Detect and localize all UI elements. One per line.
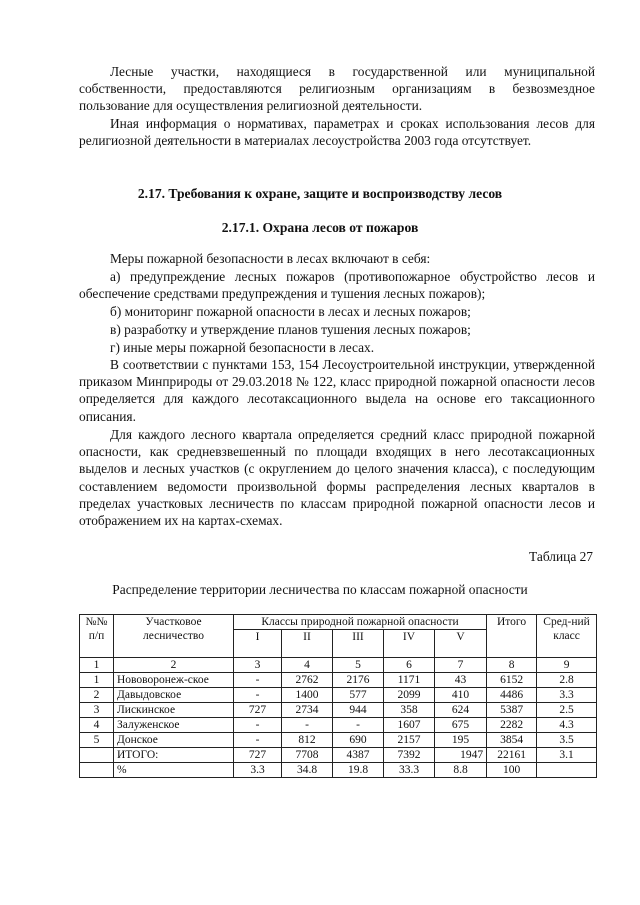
col-num: 8	[487, 658, 537, 673]
col-num: 2	[114, 658, 234, 673]
row-number	[80, 763, 114, 778]
row-value: -	[333, 718, 384, 733]
header-avg: Сред-ний класс	[537, 615, 597, 658]
row-forestry: Донское	[114, 733, 234, 748]
measure-d: г) иные меры пожарной безопасности в лесах.	[110, 340, 375, 355]
row-value: -	[234, 718, 282, 733]
row-value: 43	[435, 673, 487, 688]
percent-row	[80, 763, 597, 778]
paragraph-instruction: В соответствии с пунктами 153, 154 Лесоустроительной инструкции, утвержденной приказом Минприроды от 29.03.2018 № 122, класс природной пожарной опасности лесов определяется для каждого лесотаксационного выдела на основе его таксационного описания.	[79, 357, 595, 424]
percent-avg	[537, 763, 597, 778]
header-num: №№ п/п	[80, 615, 114, 658]
column-number-row	[80, 658, 597, 673]
row-forestry: Нововоронеж-ское	[114, 673, 234, 688]
measure-b: б) мониторинг пожарной опасности в лесах и лесных пожаров;	[110, 304, 471, 319]
row-number: 3	[80, 703, 114, 718]
total-value: 1947	[435, 748, 487, 763]
measure-c: в) разработку и утверждение планов тушения лесных пожаров;	[110, 322, 471, 337]
col-num: 5	[333, 658, 384, 673]
measures-lead: Меры пожарной безопасности в лесах включают в себя:	[110, 251, 431, 266]
header-class-ii: II	[282, 630, 333, 658]
table-row	[80, 733, 597, 748]
row-value: 690	[333, 733, 384, 748]
table-row	[80, 688, 597, 703]
table-label: Таблица 27	[529, 549, 593, 564]
table-row	[80, 718, 597, 733]
row-number: 2	[80, 688, 114, 703]
row-value: 358	[384, 703, 435, 718]
total-label: ИТОГО:	[114, 748, 234, 763]
percent-label: %	[114, 763, 234, 778]
row-value: -	[234, 733, 282, 748]
row-value: 812	[282, 733, 333, 748]
row-value: 1171	[384, 673, 435, 688]
row-value: 2099	[384, 688, 435, 703]
row-value: -	[234, 688, 282, 703]
total-value: 7708	[282, 748, 333, 763]
paragraph-religious-use: Лесные участки, находящиеся в государственной или муниципальной собственности, предоставляются религиозным организациям в безвозмездное пользование для осуществления религиозной деятельности.	[79, 64, 595, 114]
col-num: 6	[384, 658, 435, 673]
row-value: 675	[435, 718, 487, 733]
row-value: 624	[435, 703, 487, 718]
row-total: 5387	[487, 703, 537, 718]
total-value: 4387	[333, 748, 384, 763]
total-value: 7392	[384, 748, 435, 763]
paragraph-other-info: Иная информация о нормативах, параметрах и сроках использования лесов для религиозной деятельности в материалах лесоустройства 2003 года отсутствует.	[79, 116, 595, 149]
row-forestry: Залуженское	[114, 718, 234, 733]
row-value: 944	[333, 703, 384, 718]
row-total: 2282	[487, 718, 537, 733]
header-classes: Классы природной пожарной опасности	[234, 615, 487, 630]
row-number: 4	[80, 718, 114, 733]
table-row	[80, 673, 597, 688]
col-num: 1	[80, 658, 114, 673]
percent-value: 34.8	[282, 763, 333, 778]
fire-class-table	[79, 614, 597, 778]
total-row	[80, 748, 597, 763]
row-total: 6152	[487, 673, 537, 688]
row-avg: 4.3	[537, 718, 597, 733]
row-value: 1400	[282, 688, 333, 703]
row-value: 727	[234, 703, 282, 718]
header-class-v: V	[435, 630, 487, 658]
row-value: 195	[435, 733, 487, 748]
row-avg: 2.8	[537, 673, 597, 688]
row-value: 2762	[282, 673, 333, 688]
table-caption: Распределение территории лесничества по классам пожарной опасности	[112, 582, 528, 597]
paragraph-quarter-class: Для каждого лесного квартала определяется средний класс природной пожарной опасности, как средневзвешенный по площади входящих в него лесотаксационных выделов и лесных участков (с округлением до целого значения класса), с последующим составлением ведомости произвольной формы распределения лесных кварталов в пределах участковых лесничеств по классам природной пожарной опасности лесов и отображением их на картах-схемах.	[79, 427, 595, 529]
measure-a: а) предупреждение лесных пожаров (противопожарное обустройство лесов и обеспечение средствами предупреждения и тушения лесных пожаров);	[79, 269, 595, 302]
row-avg: 3.3	[537, 688, 597, 703]
row-number: 1	[80, 673, 114, 688]
row-value: 577	[333, 688, 384, 703]
row-value: 410	[435, 688, 487, 703]
total-total: 22161	[487, 748, 537, 763]
table-header-row	[80, 615, 597, 630]
row-value: -	[282, 718, 333, 733]
row-forestry: Лискинское	[114, 703, 234, 718]
percent-value: 33.3	[384, 763, 435, 778]
total-avg: 3.1	[537, 748, 597, 763]
row-value: 2157	[384, 733, 435, 748]
table-row	[80, 703, 597, 718]
col-num: 7	[435, 658, 487, 673]
row-total: 3854	[487, 733, 537, 748]
percent-value: 3.3	[234, 763, 282, 778]
row-number	[80, 748, 114, 763]
row-avg: 3.5	[537, 733, 597, 748]
header-class-i: I	[234, 630, 282, 658]
row-value: 1607	[384, 718, 435, 733]
total-value: 727	[234, 748, 282, 763]
col-num: 9	[537, 658, 597, 673]
percent-value: 19.8	[333, 763, 384, 778]
col-num: 3	[234, 658, 282, 673]
percent-value: 8.8	[435, 763, 487, 778]
col-num: 4	[282, 658, 333, 673]
header-class-iii: III	[333, 630, 384, 658]
header-class-iv: IV	[384, 630, 435, 658]
section-heading: 2.17. Требования к охране, защите и воспроизводству лесов	[137, 186, 503, 201]
percent-total: 100	[487, 763, 537, 778]
row-avg: 2.5	[537, 703, 597, 718]
row-value: -	[234, 673, 282, 688]
row-number: 5	[80, 733, 114, 748]
row-total: 4486	[487, 688, 537, 703]
subsection-heading: 2.17.1. Охрана лесов от пожаров	[221, 220, 419, 235]
header-forestry: Участковое лесничество	[114, 615, 234, 658]
row-forestry: Давыдовское	[114, 688, 234, 703]
row-value: 2176	[333, 673, 384, 688]
header-total: Итого	[487, 615, 537, 658]
row-value: 2734	[282, 703, 333, 718]
